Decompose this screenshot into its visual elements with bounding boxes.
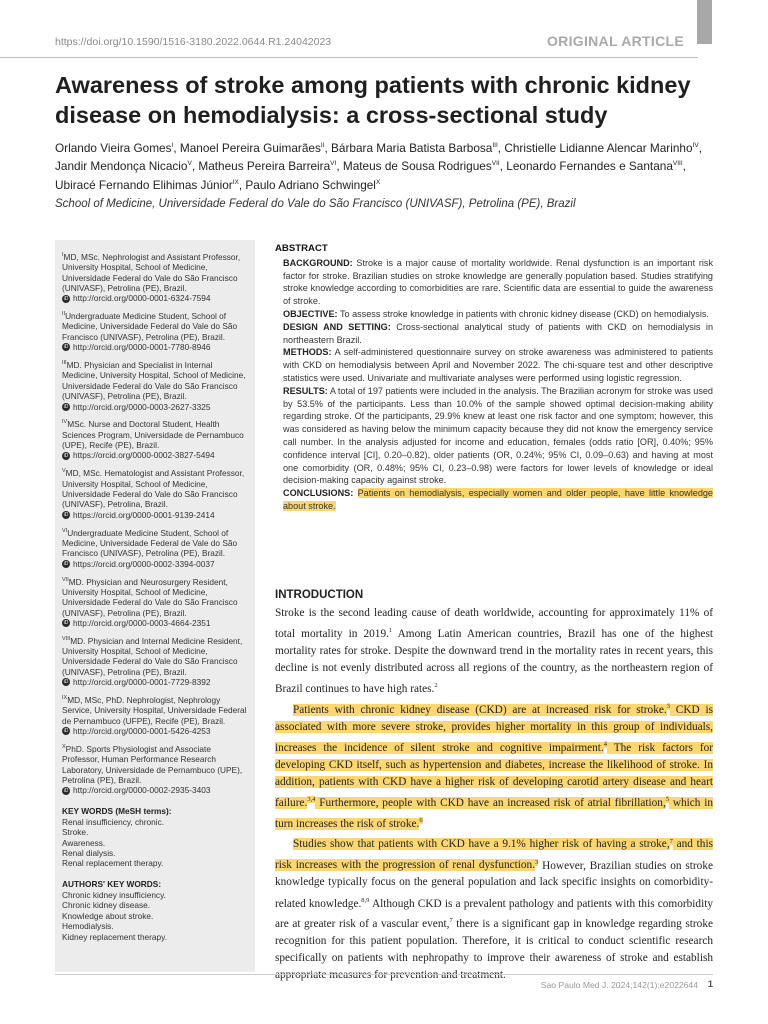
abstract-section-label: RESULTS:: [283, 385, 328, 396]
citation-ref: 1: [388, 627, 393, 635]
orcid-icon: iD: [63, 403, 69, 410]
author-name: Mateus de Sousa Rodrigues: [342, 159, 492, 174]
highlighted-text: which in turn increases the risk of stroke.: [275, 796, 714, 830]
citation-ref: 7: [449, 917, 453, 925]
footnote-superscript: IV: [62, 419, 68, 426]
footnote-text: MD. Physician and Neurosurgery Resident, University Hospital, School of Medicine, Universidade Federal do Vale do São Francisco (UNIVASF), Petrolina (PE), Brazil.: [62, 576, 238, 618]
orcid-link[interactable]: http://orcid.org/0000-0002-2935-3403: [73, 785, 211, 796]
paragraph-text: there is a significant gap in knowledge regarding stroke recognition for this patient population. Therefore, it is critical to conduct scientific research specifically on patients with nephropathy to improve their awareness of stroke and establish appropriate measures for prevention and treatment.: [275, 918, 713, 982]
orcid-icon: iD: [63, 344, 69, 351]
orcid-icon: iD: [63, 728, 69, 735]
mesh-keyword: Renal replacement therapy.: [62, 858, 164, 869]
footnote: [62, 575, 248, 629]
paragraph-text: Stroke is the second leading cause of death worldwide, accounting for approximately 11% of total mortality in 2019.: [275, 607, 713, 640]
citation-ref: 3: [535, 858, 539, 866]
corner-block: [697, 0, 712, 44]
highlighted-text: Studies show that patients with CKD have a 9.1% higher risk of having a stroke,: [293, 838, 670, 851]
citation-ref: 6: [419, 816, 423, 824]
orcid-link[interactable]: http://orcid.org/0000-0003-2627-3325: [73, 401, 211, 412]
author-name: Leonardo Fernandes e Santana: [506, 159, 673, 174]
footnote-text: MD. Physician and Internal Medicine Resident, University Hospital, School of Medicine, Universidade Federal do Vale do São Francisco (UNIVASF), Petrolina (PE), Brazil.: [62, 635, 243, 677]
orcid-link[interactable]: http://orcid.org/0000-0001-6324-7594: [73, 293, 211, 304]
author-superscript: VII: [491, 160, 500, 168]
footnote-text: Undergraduate Medicine Student, School of Medicine, Universidade Federal de Vale do São Francisco (UNIVASF), Petrolina (PE), Brazil.: [62, 527, 238, 559]
orcid-icon: iD: [63, 679, 69, 686]
orcid-line: [62, 342, 248, 352]
sidebar: [55, 240, 255, 972]
introduction-heading: INTRODUCTION: [275, 589, 364, 601]
highlighted-text: Patients with chronic kidney disease (CKD) are at increased risk for stroke.: [293, 703, 667, 716]
abstract-section-text: A self-administered questionnaire survey on stroke awareness was administered to patients with CKD on hemodialysis between April and November 2022. The chi-square test and other descriptive statistics were used. Univariate and multivariate analyses were performed using logistic regression.: [283, 347, 713, 383]
abstract-section-label: METHODS:: [283, 347, 332, 358]
abstract-section: [275, 308, 713, 321]
orcid-line: [62, 677, 248, 687]
author-name: Jandir Mendonça Nicacio: [55, 159, 188, 174]
footnote-superscript: IX: [62, 695, 68, 702]
abstract-section: [275, 257, 713, 308]
citation-ref: 2: [434, 682, 438, 690]
author-name: Matheus Pereira Barreira: [198, 159, 331, 174]
abstract-section-label: DESIGN AND SETTING:: [283, 321, 391, 332]
orcid-line: [62, 726, 248, 736]
author-keywords-title: AUTHORS' KEY WORDS:: [62, 878, 162, 889]
abstract-section-label: BACKGROUND:: [283, 257, 353, 268]
intro-paragraph: [275, 833, 713, 985]
author-keyword: Chronic kidney disease.: [62, 900, 151, 911]
abstract-section: [275, 385, 713, 487]
author-name: Ubiracé Fernando Elihimas Júnior: [55, 177, 233, 192]
abstract-section-label: CONCLUSIONS:: [283, 488, 354, 499]
orcid-line: [62, 618, 248, 628]
orcid-link[interactable]: http://orcid.org/0000-0001-5426-4253: [73, 726, 211, 737]
orcid-link[interactable]: http://orcid.org/0000-0001-7729-8392: [73, 677, 211, 688]
author-name: Bárbara Maria Batista Barbosa: [331, 140, 493, 155]
doi-link[interactable]: https://doi.org/10.1590/1516-3180.2022.0644.R1.24042023: [55, 36, 332, 48]
footnote-text: MSc. Nurse and Doctoral Student, Health Sciences Program, Universidade de Pernambuco (UPE), Recife (PE), Brazil.: [62, 419, 244, 451]
footnote-text: MD, MSc. Hematologist and Assistant Professor, University Hospital, School of Medicine, Universidade Federal do Vale do São Francisco (UNIVASF), Petrolina, Brazil.: [62, 468, 245, 510]
orcid-link[interactable]: http://orcid.org/0000-0001-7780-8946: [73, 342, 211, 353]
affiliation: School of Medicine, Universidade Federal do Vale do São Francisco (UNIVASF), Petrolina (PE), Brazil: [55, 198, 576, 210]
mesh-keyword: Renal dialysis.: [62, 848, 116, 859]
orcid-icon: iD: [63, 620, 69, 627]
author-name: Manoel Pereira Guimarães: [179, 140, 321, 155]
author-keyword: Kidney replacement therapy.: [62, 931, 167, 942]
footnote-superscript: I: [62, 252, 64, 258]
footnote: [62, 358, 248, 412]
orcid-line: [62, 293, 248, 303]
author-keyword: Hemodialysis.: [62, 921, 114, 932]
paragraph-text: Among Latin American countries, Brazil has one of the highest mortality rates for stroke. Despite the downward trend in the mortality rates in recent years, this decline is not evenly distributed across all regions of the country, as the northeastern region of Brazil continues to have high rates.: [275, 627, 713, 695]
highlighted-text: and this risk increases with the progression of renal dysfunction.: [275, 838, 713, 872]
footnote: [62, 742, 248, 796]
footer-citation: Sao Paulo Med J. 2024;142(1):e2022644: [540, 980, 698, 990]
mesh-keywords: [62, 806, 248, 869]
author-superscript: II: [320, 142, 325, 149]
abstract-section-label: OBJECTIVE:: [283, 308, 338, 319]
footnote: [62, 417, 248, 460]
article-title: Awareness of stroke among patients with chronic kidney disease on hemodialysis: a cross-sectional study: [55, 72, 691, 128]
orcid-link[interactable]: https://orcid.org/0000-0001-9139-2414: [73, 509, 215, 520]
orcid-line: [62, 785, 248, 795]
orcid-line: [62, 450, 248, 460]
author-keyword: Knowledge about stroke.: [62, 910, 154, 921]
citation-ref: 7: [669, 837, 673, 845]
abstract-section-text: A total of 197 patients were included in the analysis. The Brazilian acronym for stroke was used by 53.5% of the participants. Less than 10.0% of the sample showed optimal decision-making ability regarding stroke. Of the participants, 29.9% knew at least one risk factor and one symptom; however, this was considered as having below the minimum capacity because they did not know the emergency service call number. In the analysis adjusted for income and education, females (odds ratio [OR], 0.40%; 95% confidence interval [CI], 0.20–0.82), older patients (OR, 0.24%; 95% CI, 0.09–0.63) and having at most one comorbidity (OR, 0.48%; 95% CI, 0.23–0.98) were factors for lower levels of knowledge or ideal decision-making capacity against stroke.: [283, 385, 713, 486]
footnote-text: Undergraduate Medicine Student, School of Medicine, Universidade Federal do Vale do São Francisco (UNIVASF), Petrolina (PE), Brazil.: [62, 311, 238, 342]
citation-ref: 3: [666, 703, 670, 710]
orcid-icon: iD: [63, 787, 69, 794]
intro-paragraph: [275, 605, 713, 698]
mesh-keyword: Stroke.: [62, 827, 89, 838]
footnote-superscript: III: [62, 360, 67, 367]
abstract-heading: ABSTRACT: [275, 243, 328, 254]
orcid-icon: iD: [63, 452, 69, 459]
footnote: [62, 526, 248, 569]
author-superscript: I: [171, 142, 174, 149]
footnote-superscript: VI: [62, 527, 68, 534]
citation-ref: 3,4: [307, 796, 316, 803]
author-keywords: [62, 879, 248, 942]
mesh-keyword: Awareness.: [62, 837, 106, 848]
header-divider: [0, 57, 698, 58]
abstract-highlight: Patients on hemodialysis, especially women and older people, have little knowledge about stroke.: [283, 488, 713, 511]
footnote-list: [62, 250, 248, 796]
abstract-section-text: Stroke is a major cause of mortality worldwide. Renal dysfunction is an important risk factor for stroke. Brazilian studies on stroke knowledge are generally population based. Studies stratifying stroke knowledge according to comorbidities are rare. Scientific data are essential to guide the awareness of stroke.: [283, 257, 713, 307]
footer-divider: [55, 974, 713, 975]
footnote-text: MD, MSc, PhD. Nephrologist, Nephrology Service, University Hospital, Universidade Federal de Pernambuco (UFPE), Recife (PE), Brazil.: [62, 694, 247, 726]
orcid-icon: iD: [63, 295, 69, 302]
footnote-superscript: II: [62, 311, 66, 318]
author-superscript: VIII: [672, 160, 683, 168]
abstract-section-text: To assess stroke knowledge in patients with chronic kidney disease (CKD) on hemodialysis.: [337, 308, 709, 319]
author-name: Orlando Vieira Gomes: [55, 140, 172, 155]
footnote: [62, 466, 248, 520]
abstract-section: [275, 487, 713, 513]
footnote: [62, 309, 248, 352]
paragraph-text: However, Brazilian studies on stroke knowledge typically focus on the general population and lack specific insights on comorbidity-related knowledge.: [275, 859, 713, 910]
highlighted-text: CKD is associated with more severe stroke, provides higher mortality in this group of individuals, increases the incidence of silent stroke and cognitive impairment.: [275, 703, 713, 754]
orcid-line: [62, 559, 248, 569]
author-superscript: X: [375, 178, 381, 186]
orcid-icon: iD: [63, 511, 69, 518]
footnote-text: MD, MSc. Nephrologist and Assistant Professor, University Hospital, School of Medicine, Universidade Federal do Vale do São Francisco (UNIVASF), Petrolina (PE), Brazil.: [62, 251, 241, 293]
intro-paragraph: [275, 698, 713, 833]
footnote: [62, 693, 248, 736]
author-list: Orlando Vieira Gomes$^I$, Manoel Pereira Guimarães$^{II}$, Bárbara Maria Batista Barbosa$^{III}$, Christielle Lidianne Alencar Marinho$^{IV}$, Jandir Mendonça Nicacio$^V$, Matheus Pereira Barreira$^{VI}$, Mateus de Sousa Rodrigues$^{VII}$, Leonardo Fernandes e Santana$^{VIII}$, Ubiracé Fernando Elihimas Júnior$^{IX}$, Paulo Adriano Schwingel$^X$: [55, 140, 702, 192]
citation-ref: 5: [665, 796, 670, 803]
citation-ref: 4: [603, 740, 608, 748]
footnote-text: MD. Physician and Specialist in Internal Medicine, University Hospital, School of Medicine, Universidade Federal do Vale do São Francisco (UNIVASF), Petrolina (PE), Brazil.: [62, 359, 246, 402]
footnote-superscript: X: [62, 744, 66, 751]
author-superscript: III: [492, 142, 498, 149]
mesh-keyword: Renal insufficiency, chronic.: [62, 816, 165, 827]
abstract-section-text: Cross-sectional analytical study of patients with CKD on hemodialysis in northeastern Brazil.: [283, 321, 713, 345]
abstract-section: [275, 321, 713, 347]
orcid-link[interactable]: https://orcid.org/0000-0002-3827-5494: [73, 450, 215, 461]
abstract: [275, 243, 713, 513]
mesh-keywords-title: KEY WORDS (MeSH terms):: [62, 805, 172, 816]
page-number: 1: [707, 979, 713, 990]
orcid-link[interactable]: https://orcid.org/0000-0002-3394-0037: [73, 558, 215, 569]
author-superscript: IV: [692, 142, 699, 149]
abstract-section: [275, 346, 713, 384]
paragraph-text: Although CKD is a prevalent pathology and patients with this comorbidity are at greater risk of a vascular event,: [275, 897, 713, 931]
author-keyword: Chronic kidney insufficiency.: [62, 889, 166, 900]
section-label: ORIGINAL ARTICLE: [546, 33, 684, 49]
footnote-text: PhD. Sports Physiologist and Associate Professor, Human Performance Research Laboratory, Universidade de Pernambuco (UPE), Petrolina (PE), Brazil.: [62, 743, 243, 786]
highlighted-text: Furthermore, people with CKD have an increased risk of atrial fibrillation,: [315, 796, 666, 809]
highlighted-text: The risk factors for developing CKD itself, such as hypertension and diabetes, increase the likelihood of stroke. In addition, patients with CKD have a higher risk of developing carotid artery disease and heart failure.: [275, 741, 713, 809]
orcid-link[interactable]: http://orcid.org/0000-0003-4664-2351: [73, 617, 211, 628]
author-name: Christielle Lidianne Alencar Marinho: [504, 140, 693, 155]
citation-ref: 8,9: [361, 896, 370, 904]
orcid-icon: iD: [63, 560, 69, 567]
author-superscript: IX: [232, 178, 239, 186]
orcid-line: [62, 402, 248, 412]
footnote-superscript: VII: [62, 576, 69, 583]
footnote: [62, 250, 248, 304]
orcid-line: [62, 510, 248, 520]
author-name: Paulo Adriano Schwingel: [245, 177, 376, 192]
footnote: [62, 634, 248, 688]
abstract-section-text: [353, 488, 357, 498]
footnote-superscript: VIII: [62, 635, 71, 642]
author-superscript: VI: [330, 160, 337, 168]
introduction-body: [275, 605, 713, 985]
footnote-superscript: V: [62, 468, 66, 475]
author-superscript: V: [187, 160, 192, 168]
